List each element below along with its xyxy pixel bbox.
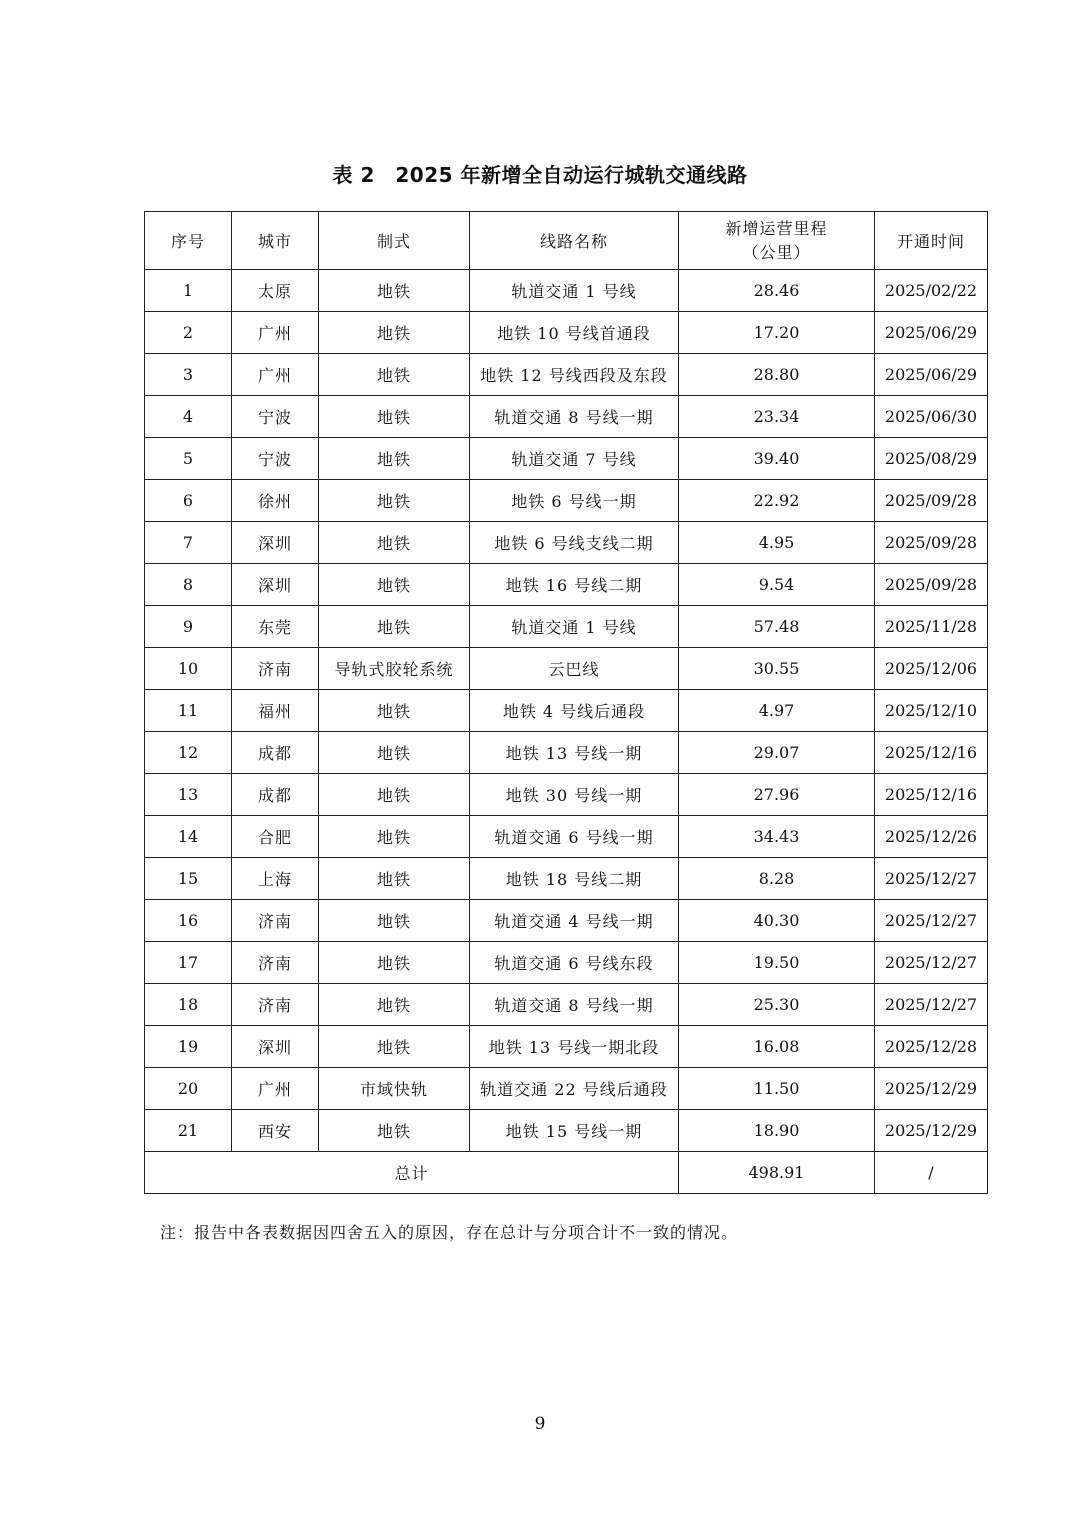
cell-seq: 9 xyxy=(145,606,232,648)
cell-city: 深圳 xyxy=(232,564,319,606)
cell-city: 西安 xyxy=(232,1110,319,1152)
cell-line-name: 地铁 30 号线一期 xyxy=(470,774,679,816)
cell-mileage: 17.20 xyxy=(679,312,875,354)
table-note: 注：报告中各表数据因四舍五入的原因，存在总计与分项合计不一致的情况。 xyxy=(160,1223,739,1242)
cell-seq: 8 xyxy=(145,564,232,606)
cell-system: 地铁 xyxy=(319,690,470,732)
cell-city: 广州 xyxy=(232,1068,319,1110)
cell-mileage: 18.90 xyxy=(679,1110,875,1152)
table-row xyxy=(145,522,988,564)
cell-mileage: 23.34 xyxy=(679,396,875,438)
cell-city: 宁波 xyxy=(232,396,319,438)
table-row xyxy=(145,1068,988,1110)
table-row xyxy=(145,900,988,942)
cell-seq: 19 xyxy=(145,1026,232,1068)
cell-system: 地铁 xyxy=(319,858,470,900)
cell-line-name: 轨道交通 1 号线 xyxy=(470,606,679,648)
table-row xyxy=(145,816,988,858)
cell-system: 地铁 xyxy=(319,900,470,942)
data-table xyxy=(144,211,988,1194)
cell-system: 地铁 xyxy=(319,438,470,480)
table-row xyxy=(145,858,988,900)
cell-mileage: 4.95 xyxy=(679,522,875,564)
cell-line-name: 地铁 6 号线支线二期 xyxy=(470,522,679,564)
cell-mileage: 19.50 xyxy=(679,942,875,984)
cell-open-date: 2025/12/06 xyxy=(875,648,988,690)
cell-city: 合肥 xyxy=(232,816,319,858)
cell-city: 深圳 xyxy=(232,1026,319,1068)
cell-open-date: 2025/06/30 xyxy=(875,396,988,438)
cell-open-date: 2025/12/27 xyxy=(875,858,988,900)
table-header-row xyxy=(145,212,988,270)
cell-seq: 16 xyxy=(145,900,232,942)
cell-seq: 7 xyxy=(145,522,232,564)
cell-line-name: 轨道交通 22 号线后通段 xyxy=(470,1068,679,1110)
cell-seq: 13 xyxy=(145,774,232,816)
cell-seq: 21 xyxy=(145,1110,232,1152)
cell-seq: 18 xyxy=(145,984,232,1026)
cell-city: 广州 xyxy=(232,312,319,354)
table-row xyxy=(145,396,988,438)
cell-open-date: 2025/02/22 xyxy=(875,270,988,312)
table-row xyxy=(145,480,988,522)
cell-mileage: 4.97 xyxy=(679,690,875,732)
total-label: 总计 xyxy=(145,1152,679,1194)
cell-line-name: 地铁 16 号线二期 xyxy=(470,564,679,606)
header-system: 制式 xyxy=(319,212,470,270)
header-mileage-title: 新增运营里程 xyxy=(725,218,828,238)
cell-mileage: 16.08 xyxy=(679,1026,875,1068)
cell-line-name: 地铁 13 号线一期 xyxy=(470,732,679,774)
total-row xyxy=(145,1152,988,1194)
table-row xyxy=(145,606,988,648)
table-row xyxy=(145,1026,988,1068)
cell-seq: 3 xyxy=(145,354,232,396)
header-mileage xyxy=(679,212,875,270)
cell-seq: 2 xyxy=(145,312,232,354)
cell-seq: 17 xyxy=(145,942,232,984)
table-row xyxy=(145,648,988,690)
cell-open-date: 2025/12/10 xyxy=(875,690,988,732)
cell-line-name: 轨道交通 8 号线一期 xyxy=(470,396,679,438)
total-date: / xyxy=(875,1152,988,1194)
cell-line-name: 轨道交通 7 号线 xyxy=(470,438,679,480)
table-row xyxy=(145,354,988,396)
cell-city: 徐州 xyxy=(232,480,319,522)
header-seq: 序号 xyxy=(145,212,232,270)
cell-open-date: 2025/12/27 xyxy=(875,900,988,942)
cell-seq: 14 xyxy=(145,816,232,858)
cell-system: 地铁 xyxy=(319,1026,470,1068)
table-row xyxy=(145,312,988,354)
cell-city: 太原 xyxy=(232,270,319,312)
cell-mileage: 9.54 xyxy=(679,564,875,606)
cell-open-date: 2025/12/16 xyxy=(875,732,988,774)
header-city: 城市 xyxy=(232,212,319,270)
cell-open-date: 2025/08/29 xyxy=(875,438,988,480)
cell-open-date: 2025/11/28 xyxy=(875,606,988,648)
cell-mileage: 28.80 xyxy=(679,354,875,396)
table-body xyxy=(145,270,988,1152)
cell-seq: 12 xyxy=(145,732,232,774)
cell-open-date: 2025/12/16 xyxy=(875,774,988,816)
cell-city: 济南 xyxy=(232,900,319,942)
table-row xyxy=(145,438,988,480)
cell-city: 宁波 xyxy=(232,438,319,480)
cell-seq: 5 xyxy=(145,438,232,480)
cell-open-date: 2025/09/28 xyxy=(875,564,988,606)
header-line-name: 线路名称 xyxy=(470,212,679,270)
cell-seq: 1 xyxy=(145,270,232,312)
cell-line-name: 地铁 6 号线一期 xyxy=(470,480,679,522)
cell-seq: 11 xyxy=(145,690,232,732)
table-row xyxy=(145,690,988,732)
cell-system: 地铁 xyxy=(319,984,470,1026)
table-row xyxy=(145,774,988,816)
cell-line-name: 轨道交通 8 号线一期 xyxy=(470,984,679,1026)
table-row xyxy=(145,270,988,312)
cell-city: 成都 xyxy=(232,774,319,816)
cell-mileage: 29.07 xyxy=(679,732,875,774)
cell-city: 上海 xyxy=(232,858,319,900)
cell-city: 深圳 xyxy=(232,522,319,564)
cell-system: 地铁 xyxy=(319,396,470,438)
cell-open-date: 2025/12/28 xyxy=(875,1026,988,1068)
cell-city: 济南 xyxy=(232,942,319,984)
cell-open-date: 2025/12/27 xyxy=(875,942,988,984)
table-row xyxy=(145,942,988,984)
cell-mileage: 39.40 xyxy=(679,438,875,480)
cell-line-name: 轨道交通 6 号线一期 xyxy=(470,816,679,858)
cell-open-date: 2025/06/29 xyxy=(875,312,988,354)
cell-mileage: 27.96 xyxy=(679,774,875,816)
cell-system: 地铁 xyxy=(319,606,470,648)
cell-line-name: 轨道交通 6 号线东段 xyxy=(470,942,679,984)
cell-system: 市域快轨 xyxy=(319,1068,470,1110)
cell-open-date: 2025/09/28 xyxy=(875,522,988,564)
cell-line-name: 云巴线 xyxy=(470,648,679,690)
cell-seq: 10 xyxy=(145,648,232,690)
table-title: 表 2 2025 年新增全自动运行城轨交通线路 xyxy=(332,163,748,187)
cell-mileage: 34.43 xyxy=(679,816,875,858)
cell-line-name: 地铁 12 号线西段及东段 xyxy=(470,354,679,396)
cell-seq: 15 xyxy=(145,858,232,900)
cell-mileage: 28.46 xyxy=(679,270,875,312)
cell-mileage: 25.30 xyxy=(679,984,875,1026)
table-row xyxy=(145,1110,988,1152)
cell-city: 福州 xyxy=(232,690,319,732)
total-mileage: 498.91 xyxy=(679,1152,875,1194)
cell-mileage: 57.48 xyxy=(679,606,875,648)
cell-open-date: 2025/12/29 xyxy=(875,1068,988,1110)
cell-seq: 6 xyxy=(145,480,232,522)
cell-system: 地铁 xyxy=(319,732,470,774)
cell-open-date: 2025/12/26 xyxy=(875,816,988,858)
cell-system: 地铁 xyxy=(319,942,470,984)
cell-mileage: 8.28 xyxy=(679,858,875,900)
header-open-date: 开通时间 xyxy=(875,212,988,270)
cell-mileage: 40.30 xyxy=(679,900,875,942)
cell-line-name: 地铁 13 号线一期北段 xyxy=(470,1026,679,1068)
table-row xyxy=(145,984,988,1026)
cell-line-name: 地铁 4 号线后通段 xyxy=(470,690,679,732)
cell-city: 广州 xyxy=(232,354,319,396)
cell-open-date: 2025/09/28 xyxy=(875,480,988,522)
cell-open-date: 2025/12/27 xyxy=(875,984,988,1026)
cell-system: 地铁 xyxy=(319,1110,470,1152)
cell-system: 地铁 xyxy=(319,270,470,312)
cell-seq: 4 xyxy=(145,396,232,438)
header-mileage-unit: （公里） xyxy=(742,242,811,262)
table-row xyxy=(145,732,988,774)
cell-line-name: 地铁 15 号线一期 xyxy=(470,1110,679,1152)
cell-line-name: 轨道交通 4 号线一期 xyxy=(470,900,679,942)
cell-open-date: 2025/12/29 xyxy=(875,1110,988,1152)
cell-system: 地铁 xyxy=(319,354,470,396)
cell-system: 地铁 xyxy=(319,480,470,522)
page-number: 9 xyxy=(534,1414,546,1434)
cell-line-name: 地铁 10 号线首通段 xyxy=(470,312,679,354)
cell-city: 济南 xyxy=(232,984,319,1026)
cell-line-name: 轨道交通 1 号线 xyxy=(470,270,679,312)
cell-system: 地铁 xyxy=(319,312,470,354)
cell-system: 导轨式胶轮系统 xyxy=(319,648,470,690)
table-row xyxy=(145,564,988,606)
cell-mileage: 11.50 xyxy=(679,1068,875,1110)
cell-mileage: 30.55 xyxy=(679,648,875,690)
cell-system: 地铁 xyxy=(319,564,470,606)
cell-system: 地铁 xyxy=(319,522,470,564)
cell-mileage: 22.92 xyxy=(679,480,875,522)
cell-open-date: 2025/06/29 xyxy=(875,354,988,396)
cell-system: 地铁 xyxy=(319,774,470,816)
cell-city: 济南 xyxy=(232,648,319,690)
cell-city: 东莞 xyxy=(232,606,319,648)
cell-city: 成都 xyxy=(232,732,319,774)
cell-seq: 20 xyxy=(145,1068,232,1110)
cell-line-name: 地铁 18 号线二期 xyxy=(470,858,679,900)
cell-system: 地铁 xyxy=(319,816,470,858)
